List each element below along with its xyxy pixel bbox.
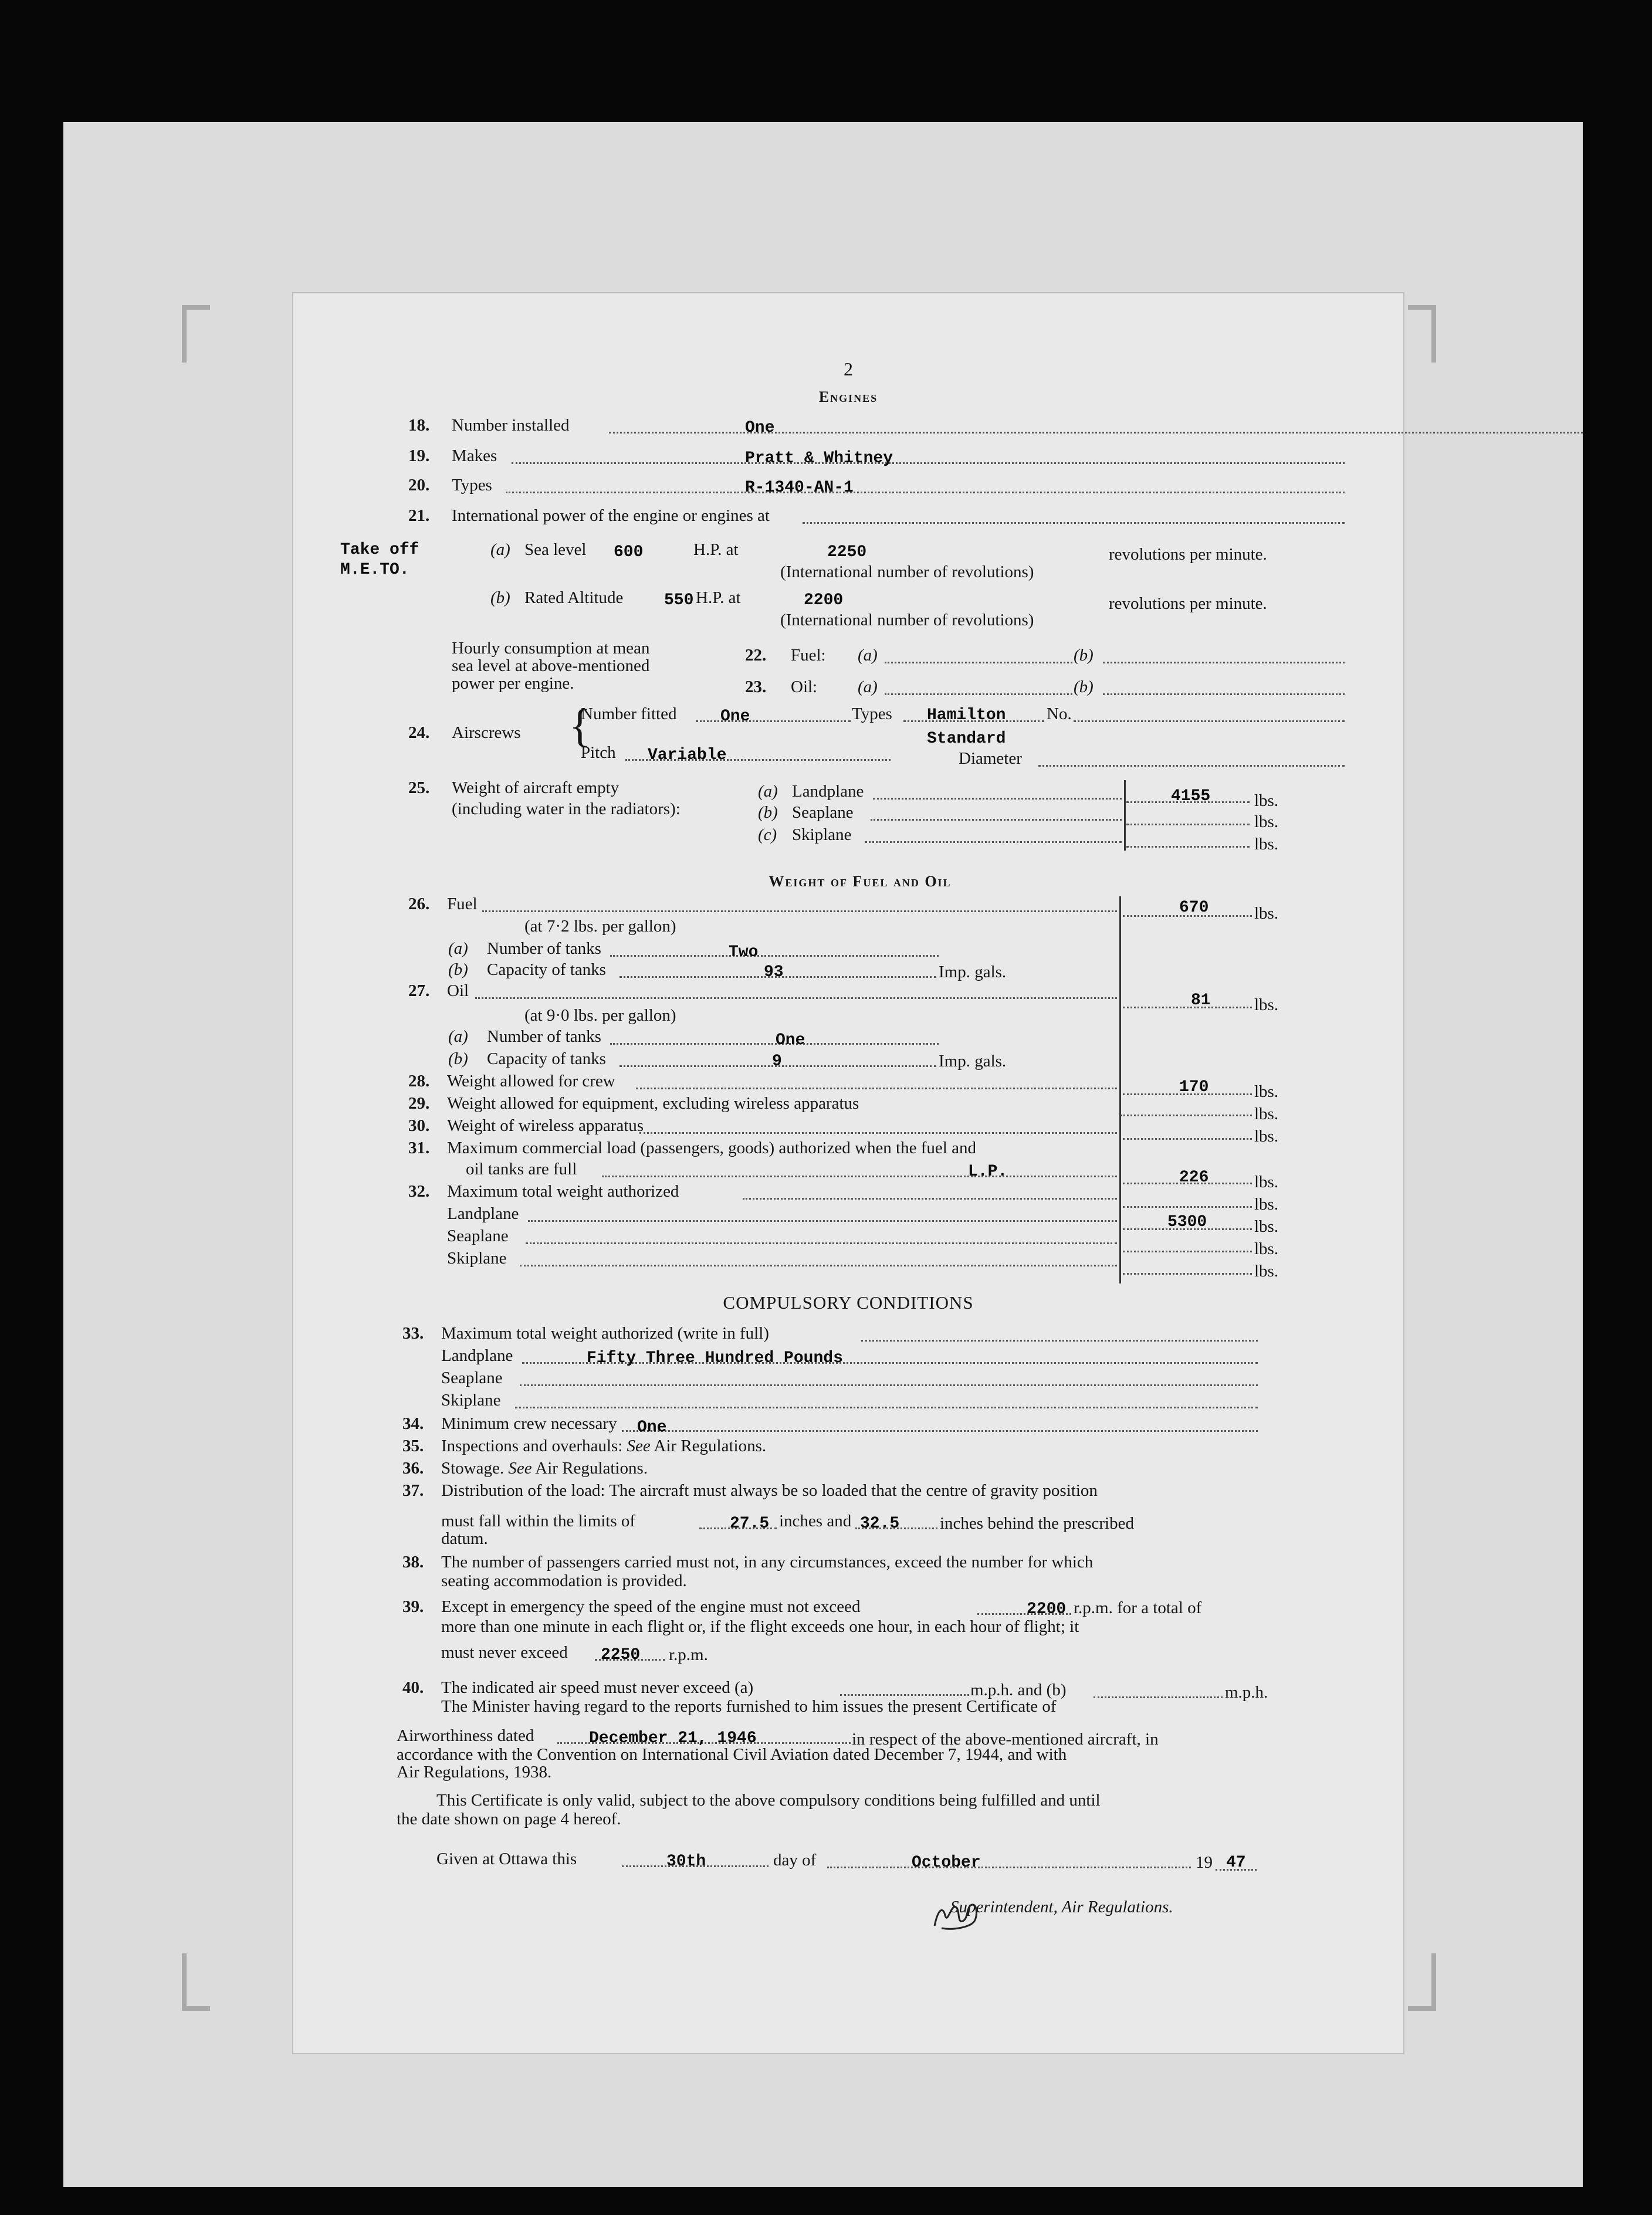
unit-lbs: lbs. (1254, 904, 1279, 923)
item-number: 30. (408, 1116, 430, 1135)
item-label: m.p.h. and (b) (970, 1681, 1067, 1699)
fill-line (827, 1867, 1191, 1868)
fill-line (1126, 846, 1250, 848)
handwritten-signature (930, 1898, 983, 1933)
fill-line (1074, 720, 1345, 722)
item-label: The number of passengers carried must not, in any circumstances, exceed the number for which (441, 1553, 1094, 1572)
item-label: Number of tanks (487, 939, 601, 958)
sub-label-b: (b) (1074, 678, 1094, 696)
item-label: Capacity of tanks (487, 960, 606, 979)
sub-label-a: (a) (858, 646, 878, 665)
closing-text: Given at Ottawa this (436, 1850, 577, 1868)
closing-text: This Certificate is only valid, subject to the above compulsory conditions being fulfilled and until (436, 1791, 1101, 1810)
item-label: Diameter (959, 749, 1022, 768)
item-label: datum. (441, 1529, 488, 1548)
sub-label-a: (a) (448, 1027, 468, 1046)
column-rule (1119, 896, 1121, 1283)
item-label: H.P. at (696, 588, 741, 607)
typed-value: R-1340-AN-1 (745, 479, 854, 497)
closing-text: Airworthiness dated (397, 1726, 534, 1745)
see-text: See (627, 1437, 651, 1455)
fill-line (1103, 693, 1345, 695)
fill-line (515, 1407, 1258, 1408)
item-label: more than one minute in each flight or, if the flight exceeds one hour, in each hour of flight; it (441, 1617, 1079, 1636)
item-label: The indicated air speed must never exceed (a) (441, 1678, 754, 1697)
typed-value: L.P. (968, 1163, 1008, 1181)
item-label: Fuel (447, 895, 478, 913)
fill-line (1103, 662, 1345, 663)
item-label (441, 1458, 648, 1478)
item-note: (at 9·0 lbs. per gallon) (524, 1006, 676, 1025)
item-label: Seaplane (792, 803, 854, 822)
closing-text: the date shown on page 4 hereof. (397, 1810, 621, 1828)
item-label: Fuel: (791, 646, 826, 665)
item-label: must never exceed (441, 1643, 568, 1662)
item-number: 39. (402, 1597, 424, 1616)
fill-line (696, 720, 851, 722)
fill-line (871, 819, 1122, 821)
fill-line (506, 492, 1345, 493)
closing-text: in respect of the above-mentioned aircraft, in (852, 1730, 1159, 1749)
unit-lbs: lbs. (1254, 1105, 1279, 1123)
item-label: must fall within the limits of (441, 1512, 636, 1530)
fill-line (885, 662, 1072, 663)
crop-mark-bottom-left (182, 1953, 210, 2011)
unit-lbs: lbs. (1254, 835, 1279, 854)
item-label: Pitch (581, 743, 616, 762)
typed-value: Standard (927, 730, 1006, 748)
unit-lbs: lbs. (1254, 1217, 1279, 1236)
sub-label-a: (a) (758, 782, 778, 801)
fill-line (622, 1430, 1258, 1432)
item-number: 19. (408, 446, 430, 465)
sub-label-b: (b) (758, 803, 778, 822)
margin-note-takeoff: Take off (340, 541, 419, 559)
typed-value: 2250 (601, 1646, 641, 1664)
typed-value: 5300 (1167, 1213, 1207, 1231)
fill-line (1123, 1138, 1252, 1140)
item-label: Maximum commercial load (passengers, goods) authorized when the fuel and (447, 1139, 976, 1157)
item-label: International power of the engine or engines at (452, 506, 770, 525)
section-heading-engines: Engines (818, 388, 878, 405)
fill-line (520, 1265, 1117, 1266)
given-month: October (912, 1854, 981, 1872)
fill-line (1120, 1115, 1252, 1116)
margin-note-meto: M.E.TO. (340, 561, 409, 579)
item-label: Landplane (792, 782, 864, 801)
section-heading-fuel-oil: Weight of Fuel and Oil (769, 873, 952, 890)
air-regulations-text: Air Regulations. (535, 1459, 648, 1478)
item-number: 31. (408, 1139, 430, 1157)
sub-label-b: (b) (490, 588, 510, 607)
air-regulations-text: Air Regulations. (654, 1437, 767, 1455)
item-label: Sea level (524, 540, 587, 559)
unit-lbs: lbs. (1254, 1195, 1279, 1214)
typed-value: 32.5 (860, 1515, 900, 1533)
item-label: Distribution of the load: The aircraft must always be so loaded that the centre of gravity position (441, 1481, 1098, 1500)
item-label: Number installed (452, 416, 570, 435)
item-label: Maximum total weight authorized (447, 1182, 679, 1201)
fill-line (1123, 1273, 1252, 1275)
item-number: 23. (745, 678, 767, 696)
item-label: Hourly consumption at mean (452, 639, 650, 658)
item-number: 38. (402, 1553, 424, 1572)
item-label: Number fitted (581, 705, 677, 723)
item-label: Oil: (791, 678, 818, 696)
typed-value: Hamilton (927, 706, 1006, 724)
item-label: Types (852, 705, 892, 723)
closing-text: Air Regulations, 1938. (397, 1763, 552, 1782)
fill-line (639, 1132, 1117, 1134)
item-label: Except in emergency the speed of the engine must not exceed (441, 1597, 861, 1616)
item-label: inches behind the prescribed (940, 1514, 1134, 1533)
unit-lbs: lbs. (1254, 1262, 1279, 1281)
fill-line (512, 462, 1345, 464)
item-number: 29. (408, 1094, 430, 1113)
item-number: 36. (402, 1459, 424, 1478)
unit-lbs: lbs. (1254, 812, 1279, 831)
see-text: See (508, 1459, 532, 1478)
typed-value: One (745, 419, 775, 437)
item-number: 24. (408, 723, 430, 742)
sub-label-a: (a) (490, 540, 510, 559)
brace: { (569, 700, 591, 751)
item-label: power per engine. (452, 674, 574, 693)
certificate-page (293, 293, 1403, 2053)
fill-line (526, 1242, 1117, 1244)
typed-value: One (776, 1031, 805, 1049)
fill-line (1123, 1206, 1252, 1208)
crop-mark-top-left (182, 305, 210, 363)
typed-value: Variable (648, 746, 727, 764)
item-number: 21. (408, 506, 430, 525)
closing-text: day of (773, 1851, 817, 1869)
item-note: (International number of revolutions) (780, 611, 1034, 629)
closing-text: The Minister having regard to the reports furnished to him issues the present Certificate of (441, 1697, 1057, 1716)
unit-lbs: lbs. (1254, 1127, 1279, 1146)
fill-line (840, 1694, 969, 1696)
typed-value: Pratt & Whitney (745, 449, 893, 468)
unit-lbs: lbs. (1254, 1239, 1279, 1258)
crop-mark-bottom-right (1408, 1953, 1436, 2011)
item-label: inches and (779, 1512, 852, 1530)
item-number: 40. (402, 1678, 424, 1697)
typed-value: 600 (614, 543, 644, 561)
sub-label-b: (b) (1074, 646, 1094, 665)
page-number: 2 (844, 358, 853, 380)
fill-line (610, 1043, 939, 1045)
item-note: (at 7·2 lbs. per gallon) (524, 917, 676, 936)
given-year: 47 (1226, 1854, 1246, 1872)
fill-line (610, 955, 939, 957)
fill-line (885, 693, 1072, 695)
sub-label-a: (a) (858, 678, 878, 696)
section-heading-compulsory: COMPULSORY CONDITIONS (723, 1292, 974, 1313)
unit-lbs: lbs. (1254, 995, 1279, 1014)
sub-label-b: (b) (448, 1049, 468, 1068)
fill-line (1126, 824, 1250, 825)
item-label: Landplane (447, 1204, 519, 1223)
item-label-text: Stowage. (441, 1459, 505, 1478)
item-label: Weight allowed for crew (447, 1072, 615, 1090)
typed-value: 2200 (1027, 1600, 1067, 1618)
closing-text: accordance with the Convention on International Civil Aviation dated December 7, 1944, and with (397, 1745, 1067, 1764)
item-label: Minimum crew necessary (441, 1414, 617, 1433)
typed-value: 2200 (804, 591, 844, 609)
signature-title: Superintendent, Air Regulations. (950, 1898, 1173, 1916)
item-number: 26. (408, 895, 430, 913)
item-label: oil tanks are full (466, 1160, 577, 1178)
typed-value: 226 (1179, 1169, 1209, 1187)
item-number: 28. (408, 1072, 430, 1090)
item-number: 33. (402, 1324, 424, 1343)
sub-label-c: (c) (758, 825, 777, 844)
sub-label-b: (b) (448, 960, 468, 979)
item-label: sea level at above-mentioned (452, 656, 650, 675)
unit-lbs: lbs. (1254, 1082, 1279, 1101)
item-label: Rated Altitude (524, 588, 624, 607)
item-number: 18. (408, 416, 430, 435)
item-label: Seaplane (441, 1369, 503, 1387)
fill-line (873, 798, 1122, 800)
certificate-date: December 21, 1946 (589, 1729, 757, 1747)
item-label (441, 1436, 766, 1456)
item-number: 22. (745, 646, 767, 665)
item-number: 37. (402, 1481, 424, 1500)
item-label: Maximum total weight authorized (write in full) (441, 1324, 769, 1343)
typed-value: 170 (1179, 1078, 1209, 1096)
fill-line (743, 1198, 1117, 1200)
fill-line (1038, 765, 1345, 767)
item-label: r.p.m. (669, 1645, 708, 1664)
fill-line (1123, 1251, 1252, 1252)
item-label: H.P. at (693, 540, 739, 559)
item-label: seating accommodation is provided. (441, 1572, 687, 1590)
typed-value: 9 (772, 1052, 782, 1071)
item-label: revolutions per minute. (1109, 545, 1267, 564)
item-label: (including water in the radiators): (452, 800, 681, 818)
typed-value: 93 (764, 963, 784, 981)
unit-lbs: lbs. (1254, 791, 1279, 810)
fill-line (602, 1176, 1117, 1177)
item-label-text: Inspections and overhauls: (441, 1437, 623, 1455)
typed-value: 550 (664, 591, 694, 609)
item-label: Number of tanks (487, 1027, 601, 1046)
fill-line (636, 1088, 1117, 1089)
unit-lbs: lbs. (1254, 1173, 1279, 1191)
unit-imp-gals: Imp. gals. (939, 1052, 1007, 1071)
fill-line (475, 997, 1117, 999)
sub-label-a: (a) (448, 939, 468, 958)
item-label: Seaplane (447, 1227, 509, 1245)
column-rule (1124, 780, 1126, 851)
item-label: Types (452, 476, 492, 495)
item-label: Skiplane (441, 1391, 501, 1410)
item-number: 34. (402, 1414, 424, 1433)
item-number: 20. (408, 476, 430, 495)
typed-value: Fifty Three Hundred Pounds (587, 1349, 843, 1367)
item-label: r.p.m. for a total of (1074, 1598, 1202, 1617)
fill-line (803, 522, 1345, 524)
item-label: Weight allowed for equipment, excluding wireless apparatus (447, 1094, 859, 1113)
fill-line (861, 1340, 1258, 1342)
fill-line (1123, 1007, 1252, 1008)
crop-mark-top-right (1408, 305, 1436, 363)
typed-value: 81 (1191, 991, 1211, 1010)
given-day: 30th (666, 1852, 706, 1871)
item-label: Skiplane (447, 1249, 507, 1268)
item-label: m.p.h. (1225, 1683, 1268, 1702)
typed-value: 27.5 (730, 1515, 770, 1533)
unit-imp-gals: Imp. gals. (939, 963, 1007, 981)
fill-line (520, 1384, 1258, 1386)
item-label: Skiplane (792, 825, 852, 844)
typed-value: One (720, 707, 750, 726)
year-prefix: 19 (1196, 1853, 1213, 1872)
item-label: Oil (447, 981, 469, 1000)
item-label: Weight of aircraft empty (452, 778, 620, 797)
item-number: 27. (408, 981, 430, 1000)
item-label: revolutions per minute. (1109, 594, 1267, 613)
typed-value: 670 (1179, 899, 1209, 917)
typed-value: One (637, 1418, 667, 1437)
item-label: Landplane (441, 1346, 513, 1365)
item-label: Makes (452, 446, 497, 465)
item-label: Airscrews (452, 723, 521, 742)
fill-line (482, 910, 1117, 912)
fill-line (1094, 1696, 1223, 1698)
item-note: (International number of revolutions) (780, 563, 1034, 581)
typed-value: Two (729, 943, 759, 961)
item-label: Capacity of tanks (487, 1049, 606, 1068)
fill-line (528, 1220, 1117, 1222)
item-number: 25. (408, 778, 430, 797)
typed-value: 4155 (1171, 787, 1211, 805)
item-label: No. (1047, 705, 1072, 723)
item-label: Weight of wireless apparatus (447, 1116, 644, 1135)
item-number: 35. (402, 1437, 424, 1455)
fill-line (865, 841, 1122, 843)
item-number: 32. (408, 1182, 430, 1201)
typed-value: 2250 (827, 543, 867, 561)
